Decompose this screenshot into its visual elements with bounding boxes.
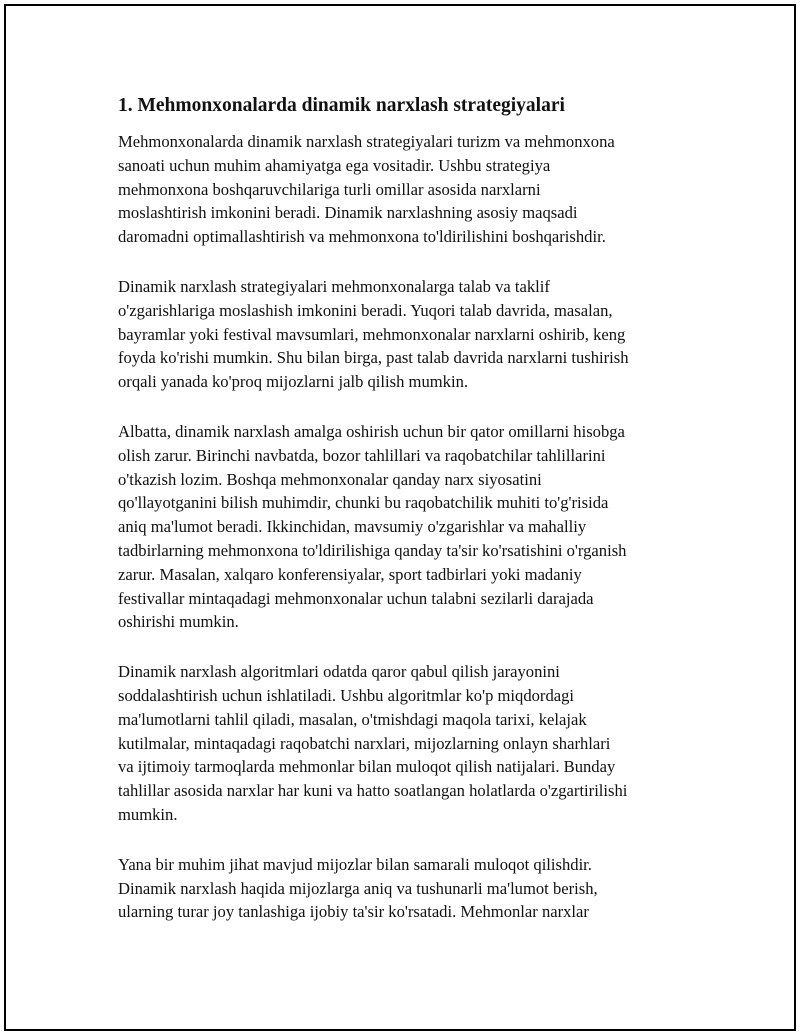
text-line: kutilmalar, mintaqadagi raqobatchi narxlari, mijozlarning onlayn sharhlari bbox=[118, 733, 611, 753]
section-heading: 1. Mehmonxonalarda dinamik narxlash strategiyalari bbox=[118, 95, 565, 116]
text-line: zarur. Masalan, xalqaro konferensiyalar, sport tadbirlari yoki madaniy bbox=[118, 564, 582, 584]
text-line: moslashtirish imkonini beradi. Dinamik narxlashning asosiy maqsadi bbox=[118, 203, 578, 223]
text-line: oshirishi mumkin. bbox=[118, 612, 239, 632]
text-line: Albatta, dinamik narxlash amalga oshirish uchun bir qator omillarni hisobga bbox=[118, 421, 625, 441]
text-line: ma'lumotlarni tahlil qiladi, masalan, o'tmishdagi maqola tarixi, kelajak bbox=[118, 709, 587, 729]
text-line: aniq ma'lumot beradi. Ikkinchidan, mavsumiy o'zgarishlar va mahalliy bbox=[118, 517, 587, 537]
paragraph-3 bbox=[118, 420, 698, 634]
text-line: tahlillar asosida narxlar har kuni va hatto soatlangan holatlarda o'zgartirilishi bbox=[118, 781, 628, 801]
text-line: o'zgarishlariga moslashish imkonini beradi. Yuqori talab davrida, masalan, bbox=[118, 300, 613, 320]
paragraph-2 bbox=[118, 275, 698, 394]
document-body bbox=[118, 92, 698, 950]
text-line: o'tkazish lozim. Boshqa mehmonxonalar qanday narx siyosatini bbox=[118, 469, 542, 489]
text-line: foyda ko'rishi mumkin. Shu bilan birga, past talab davrida narxlarni tushirish bbox=[118, 348, 629, 368]
paragraph-4 bbox=[118, 660, 698, 827]
paragraph-1 bbox=[118, 130, 698, 249]
text-line: bayramlar yoki festival mavsumlari, mehmonxonalar narxlarni oshirib, keng bbox=[118, 324, 626, 344]
text-line: Dinamik narxlash haqida mijozlarga aniq va tushunarli ma'lumot berish, bbox=[118, 878, 598, 898]
text-line: qo'llayotganini bilish muhimdir, chunki bu raqobatchilik muhiti to'g'risida bbox=[118, 493, 609, 513]
text-line: soddalashtirish uchun ishlatiladi. Ushbu algoritmlar ko'p miqdordagi bbox=[118, 685, 575, 705]
text-line: Dinamik narxlash strategiyalari mehmonxonalarga talab va taklif bbox=[118, 276, 550, 296]
text-line: mehmonxona boshqaruvchilariga turli omillar asosida narxlarni bbox=[118, 179, 541, 199]
text-line: sanoati uchun muhim ahamiyatga ega vositadir. Ushbu strategiya bbox=[118, 155, 551, 175]
text-line: festivallar mintaqadagi mehmonxonalar uchun talabni sezilarli darajada bbox=[118, 588, 594, 608]
text-line: Dinamik narxlash algoritmlari odatda qaror qabul qilish jarayonini bbox=[118, 662, 560, 682]
text-line: Mehmonxonalarda dinamik narxlash strategiyalari turizm va mehmonxona bbox=[118, 132, 615, 151]
text-line: tadbirlarning mehmonxona to'ldirilishiga qanday ta'sir ko'rsatishini o'rganish bbox=[118, 540, 627, 560]
text-line: orqali yanada ko'proq mijozlarni jalb qilish mumkin. bbox=[118, 372, 469, 392]
text-line: ularning turar joy tanlashiga ijobiy ta'sir ko'rsatadi. Mehmonlar narxlar bbox=[118, 902, 589, 922]
text-line: olish zarur. Birinchi navbatda, bozor tahlillari va raqobatchilar tahlillarini bbox=[118, 445, 606, 465]
text-line: va ijtimoiy tarmoqlarda mehmonlar bilan muloqot qilish natijalari. Bunday bbox=[118, 757, 616, 777]
paragraph-5 bbox=[118, 853, 698, 924]
text-line: Yana bir muhim jihat mavjud mijozlar bilan samarali muloqot qilishdir. bbox=[118, 854, 592, 874]
text-line: mumkin. bbox=[118, 804, 178, 824]
text-line: daromadni optimallashtirish va mehmonxona to'ldirilishini boshqarishdir. bbox=[118, 227, 606, 247]
